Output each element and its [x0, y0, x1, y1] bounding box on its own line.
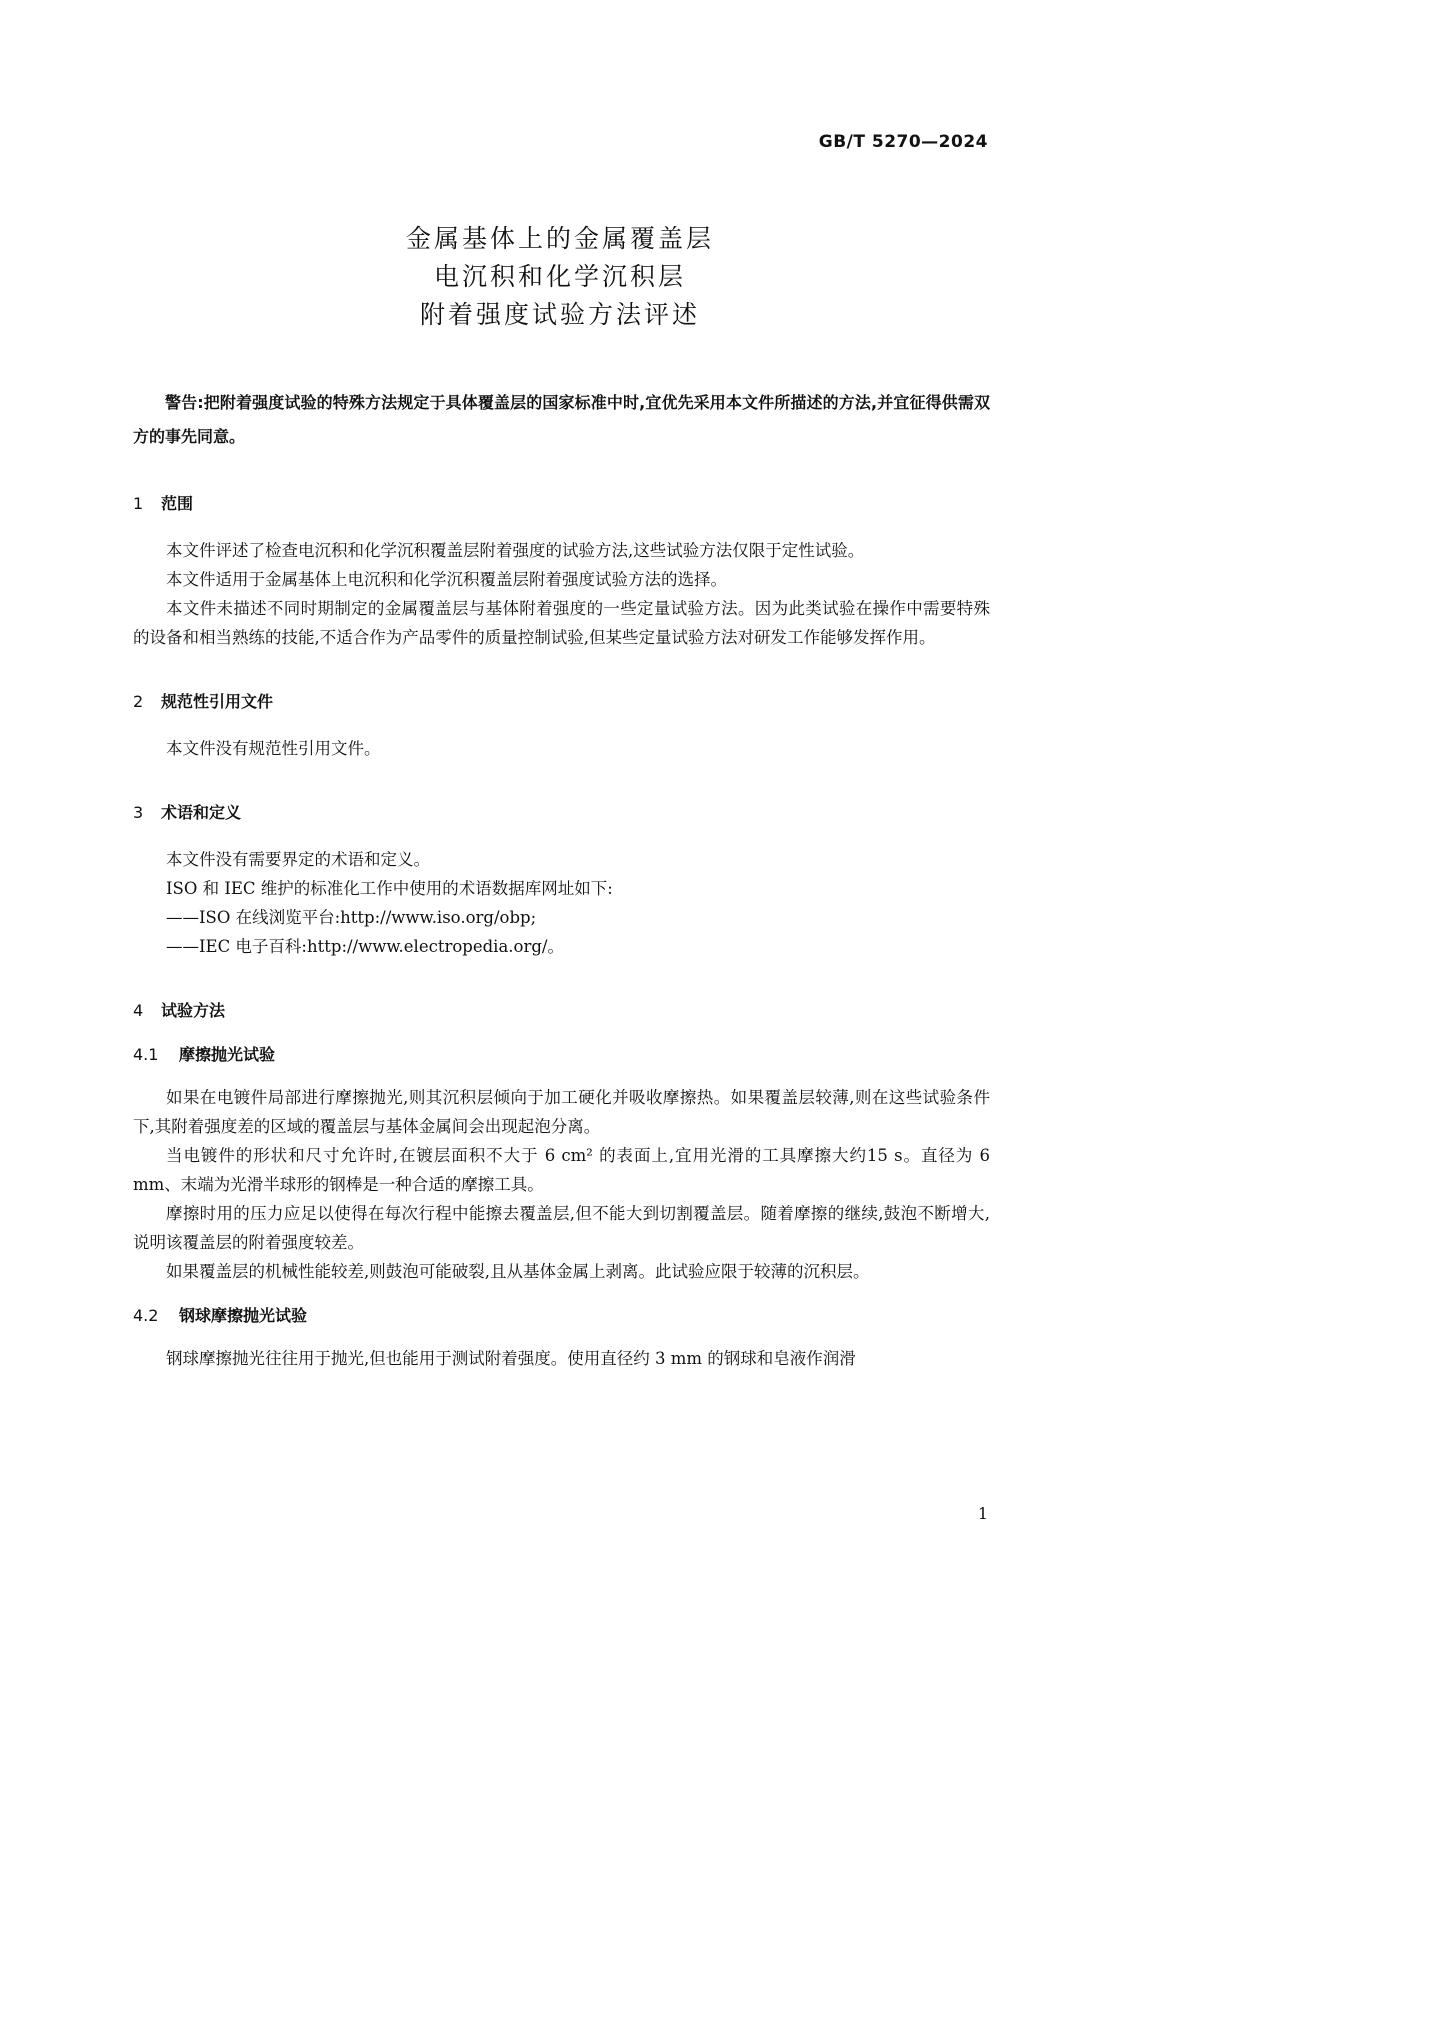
document-title: [0, 220, 1120, 334]
subsection-heading-4-1: [133, 1043, 990, 1067]
paragraph: 本文件适用于金属基体上电沉积和化学沉积覆盖层附着强度试验方法的选择。: [166, 570, 727, 589]
paragraph: 本文件评述了检查电沉积和化学沉积覆盖层附着强度的试验方法,这些试验方法仅限于定性试验。: [166, 541, 865, 560]
section-title: 范围: [161, 494, 194, 513]
list-item: ——ISO 在线浏览平台:http://www.iso.org/obp;: [166, 908, 537, 927]
section-title: 术语和定义: [161, 803, 242, 822]
page-number: 1: [977, 1504, 988, 1523]
section-title: 试验方法: [161, 1001, 226, 1020]
section-heading-4: [133, 999, 990, 1023]
paragraph: 当电镀件的形状和尺寸允许时,在镀层面积不大于 6 cm² 的表面上,宜用光滑的工具摩擦大约15 s。直径为 6 mm、末端为光滑半球形的钢棒是一种合适的摩擦工具。: [133, 1146, 990, 1194]
paragraph: 摩擦时用的压力应足以使得在每次行程中能擦去覆盖层,但不能大到切割覆盖层。随着摩擦的继续,鼓泡不断增大,说明该覆盖层的附着强度较差。: [133, 1204, 990, 1252]
paragraph: 如果覆盖层的机械性能较差,则鼓泡可能破裂,且从基体金属上剥离。此试验应限于较薄的沉积层。: [166, 1262, 870, 1281]
paragraph: ISO 和 IEC 维护的标准化工作中使用的术语数据库网址如下:: [166, 879, 613, 898]
standard-number: GB/T 5270—2024: [818, 132, 988, 152]
paragraph: 钢球摩擦抛光往往用于抛光,但也能用于测试附着强度。使用直径约 3 mm 的钢球和皂液作润滑: [166, 1349, 856, 1368]
section-number: 1: [133, 494, 144, 513]
document-body: [133, 386, 990, 1373]
section-number: 4: [133, 1001, 144, 1020]
list-item: ——IEC 电子百科:http://www.electropedia.org/。: [166, 937, 564, 956]
subsection-number: 4.2: [133, 1306, 159, 1325]
section-number: 2: [133, 692, 144, 711]
subsection-number: 4.1: [133, 1045, 159, 1064]
section-number: 3: [133, 803, 144, 822]
paragraph: 本文件没有规范性引用文件。: [166, 739, 381, 758]
section-heading-3: [133, 801, 990, 825]
section-heading-1: [133, 492, 990, 516]
paragraph: 本文件未描述不同时期制定的金属覆盖层与基体附着强度的一些定量试验方法。因为此类试验在操作中需要特殊的设备和相当熟练的技能,不适合作为产品零件的质量控制试验,但某些定量试验方法对研发工作能够发挥作用。: [133, 599, 990, 647]
title-line-1: 金属基体上的金属覆盖层: [405, 224, 714, 253]
title-line-2: 电沉积和化学沉积层: [433, 262, 686, 291]
warning-paragraph: 警告:把附着强度试验的特殊方法规定于具体覆盖层的国家标准中时,宜优先采用本文件所描述的方法,并宜征得供需双方的事先同意。: [133, 393, 990, 446]
subsection-title: 摩擦抛光试验: [179, 1045, 276, 1064]
subsection-title: 钢球摩擦抛光试验: [179, 1306, 308, 1325]
paragraph: 如果在电镀件局部进行摩擦抛光,则其沉积层倾向于加工硬化并吸收摩擦热。如果覆盖层较薄,则在这些试验条件下,其附着强度差的区域的覆盖层与基体金属间会出现起泡分离。: [133, 1088, 990, 1136]
subsection-heading-4-2: [133, 1304, 990, 1328]
section-title: 规范性引用文件: [161, 692, 274, 711]
paragraph: 本文件没有需要界定的术语和定义。: [166, 850, 430, 869]
title-line-3: 附着强度试验方法评述: [419, 300, 700, 329]
section-heading-2: [133, 690, 990, 714]
